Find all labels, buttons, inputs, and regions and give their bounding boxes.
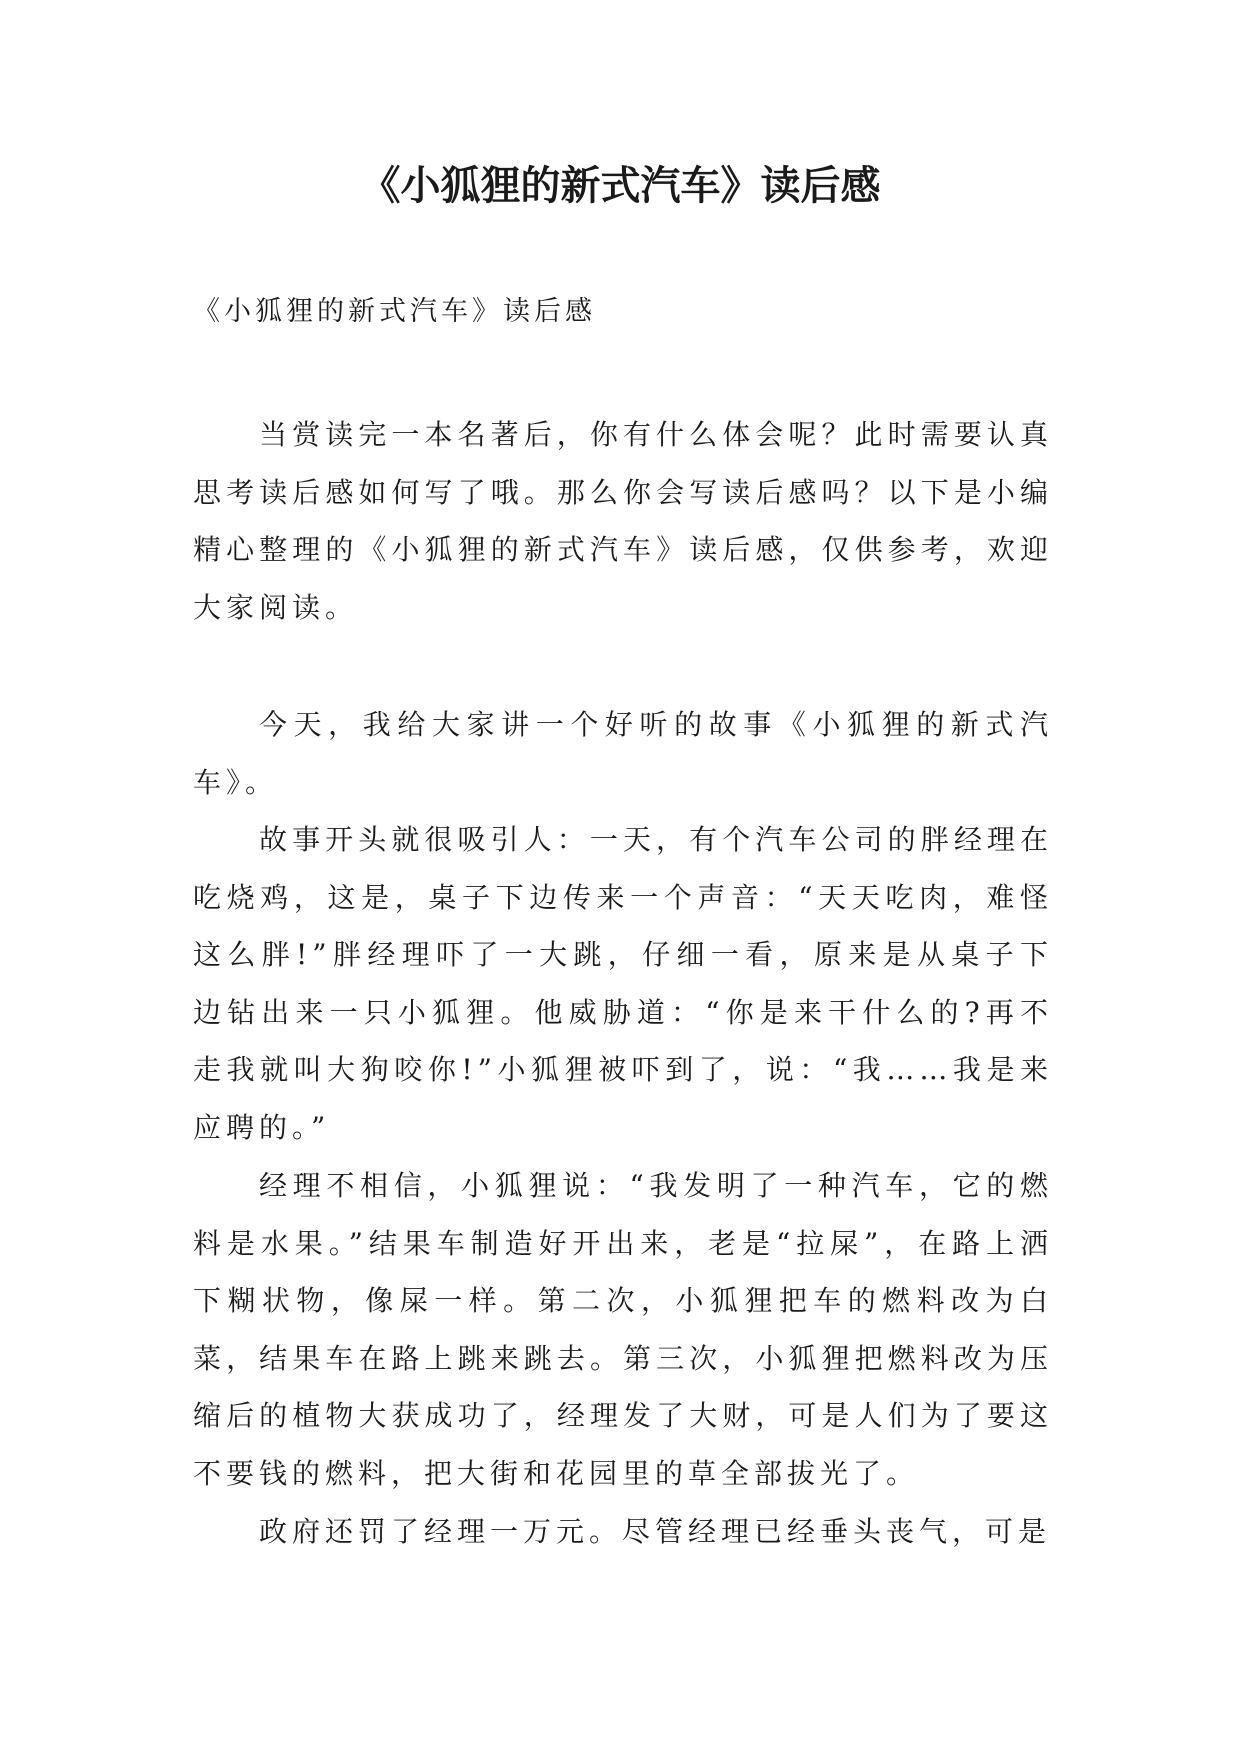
document-title: 《小狐狸的新式汽车》读后感	[360, 163, 881, 209]
paragraph-story-fine: 政府还罚了经理一万元。尽管经理已经垂头丧气，可是	[259, 1515, 1052, 1548]
paragraph-story-fuel: 经理不相信，小狐狸说：“我发明了一种汽车，它的燃料是水果。”结果车制造好开出来，老是“拉屎”，在路上洒下糊状物，像屎一样。第二次，小狐狸把车的燃料改为白菜，结果车在路上跳来跳去。第三次，小狐狸把燃料改为压缩后的植物大获成功了，经理发了大财，可是人们为了要这不要钱的燃料，把大街和花园里的草全部拔光了。	[193, 1169, 1053, 1490]
document-subtitle: 《小狐狸的新式汽车》读后感	[193, 296, 596, 327]
paragraph-story-intro: 今天，我给大家讲一个好听的故事《小狐狸的新式汽车》。	[193, 708, 1053, 799]
paragraph-intro: 当赏读完一本名著后，你有什么体会呢？此时需要认真思考读后感如何写了哦。那么你会写读后感吗？以下是小编精心整理的《小狐狸的新式汽车》读后感，仅供参考，欢迎大家阅读。	[193, 418, 1053, 624]
paragraph-story-beginning: 故事开头就很吸引人：一天，有个汽车公司的胖经理在吃烧鸡，这是，桌子下边传来一个声音：“天天吃肉，难怪这么胖!”胖经理吓了一大跳，仔细一看，原来是从桌子下边钻出来一只小狐狸。他威胁道：“你是来干什么的?再不走我就叫大狗咬你!”小狐狸被吓到了，说：“我……我是来应聘的。”	[193, 823, 1053, 1144]
